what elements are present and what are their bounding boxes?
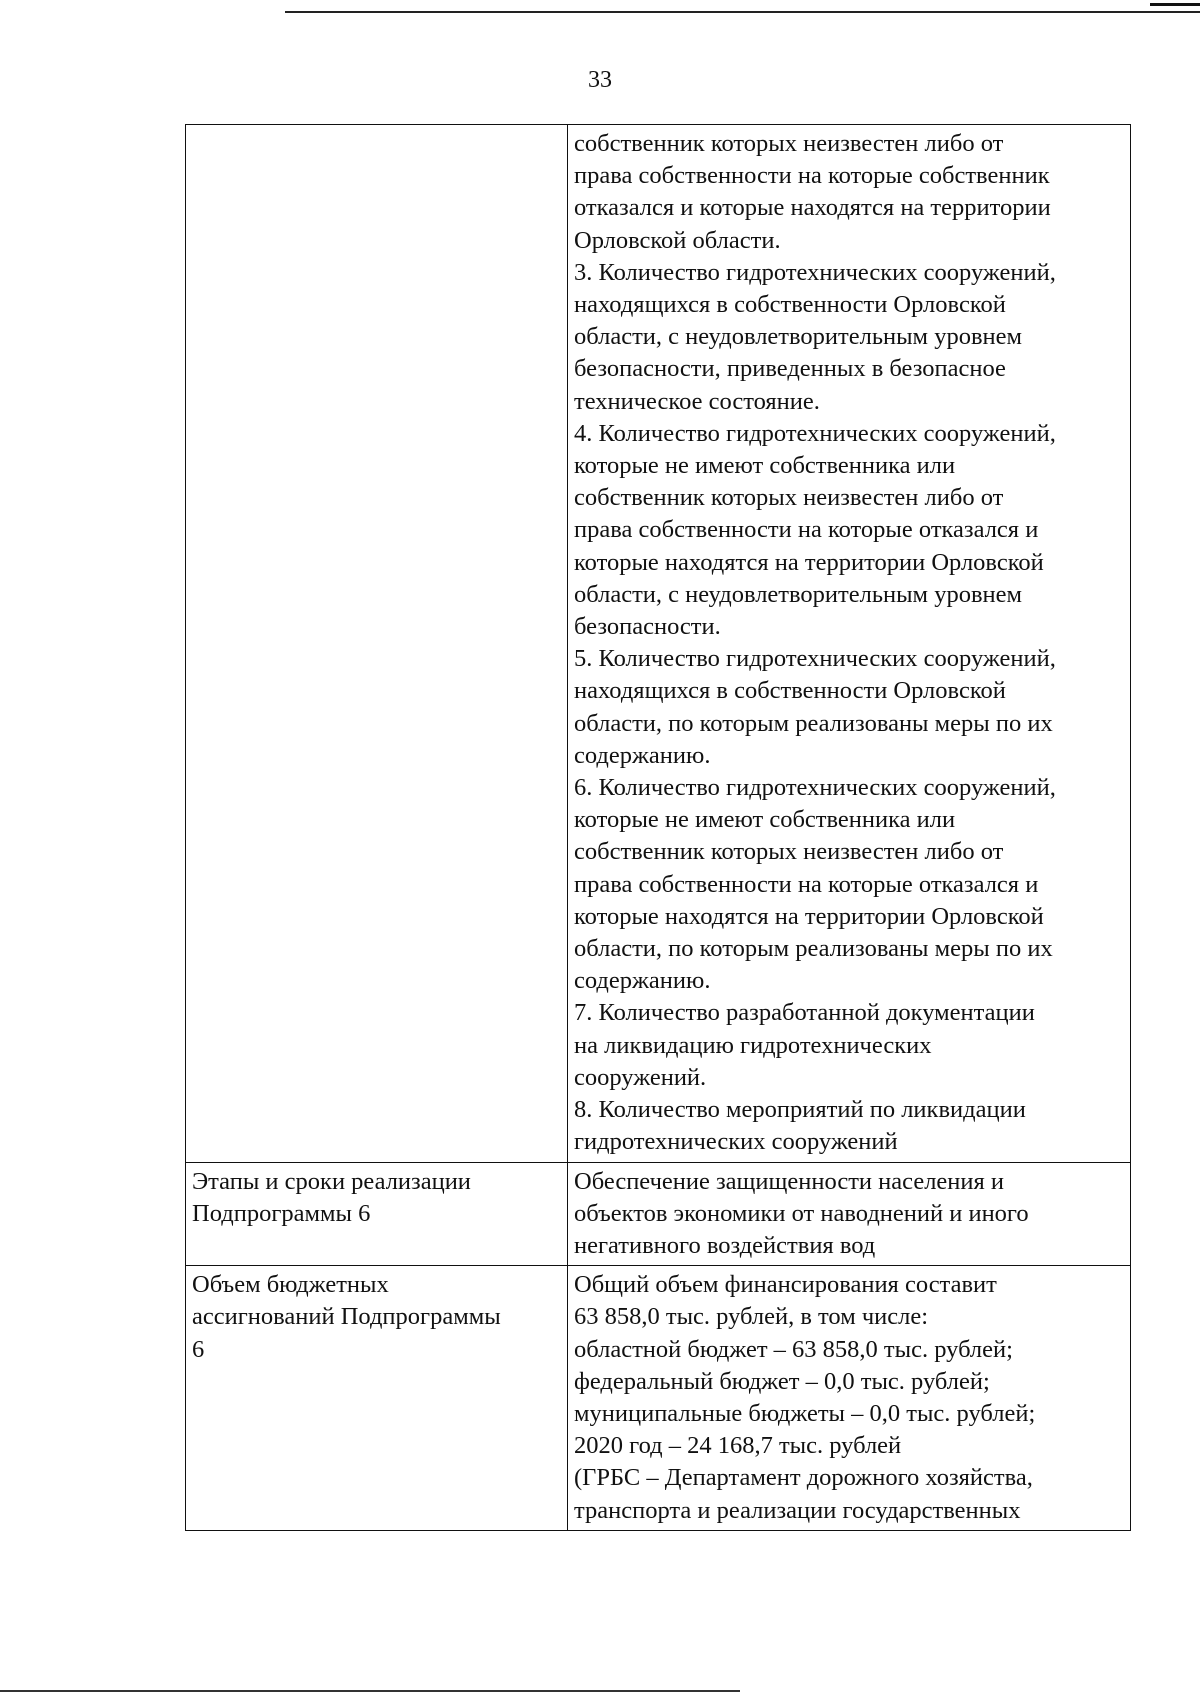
scan-edge-mark-top xyxy=(1150,3,1200,6)
text-line: федеральный бюджет – 0,0 тыс. рублей; xyxy=(574,1367,990,1395)
text-line: 63 858,0 тыс. рублей, в том числе: xyxy=(574,1303,929,1331)
text-line: 6 xyxy=(192,1335,205,1363)
table-row xyxy=(186,1266,1131,1531)
text-line: права собственности на которые собственник xyxy=(574,162,1050,190)
text-line: Общий объем финансирования составит xyxy=(574,1271,997,1299)
text-line: муниципальные бюджеты – 0,0 тыс. рублей; xyxy=(574,1399,1036,1427)
page-number: 33 xyxy=(588,67,612,93)
text-line: ассигнований Подпрограммы xyxy=(192,1303,501,1331)
text-line: Этапы и сроки реализации xyxy=(192,1167,471,1195)
text-line: безопасности. xyxy=(574,613,721,641)
text-line: 6. Количество гидротехнических сооружений, xyxy=(574,774,1056,802)
text-line: области, по которым реализованы меры по их xyxy=(574,709,1053,737)
text-line: Объем бюджетных xyxy=(192,1271,389,1299)
text-line: на ликвидацию гидротехнических xyxy=(574,1031,932,1059)
text-line: собственник которых неизвестен либо от xyxy=(574,838,1004,866)
text-line: 7. Количество разработанной документации xyxy=(574,999,1035,1027)
text-line: Орловской области. xyxy=(574,226,781,254)
row-label-cell xyxy=(186,1162,568,1266)
text-line: транспорта и реализации государственных xyxy=(574,1496,1021,1524)
text-line: которые находятся на территории Орловской xyxy=(574,548,1044,576)
row-label-cell xyxy=(186,1266,568,1531)
text-line: которые находятся на территории Орловской xyxy=(574,902,1044,930)
text-line: права собственности на которые отказался и xyxy=(574,516,1039,544)
text-line: (ГРБС – Департамент дорожного хозяйства, xyxy=(574,1464,1033,1492)
text-line: области, с неудовлетворительным уровнем xyxy=(574,580,1022,608)
row-content-cell xyxy=(568,1266,1131,1531)
text-line: которые не имеют собственника или xyxy=(574,806,956,834)
text-line: гидротехнических сооружений xyxy=(574,1128,898,1156)
text-line: Обеспечение защищенности населения и xyxy=(574,1167,1005,1195)
table-row xyxy=(186,125,1131,1163)
text-line: техническое состояние. xyxy=(574,387,820,415)
row-label-cell xyxy=(186,125,568,1163)
text-line: объектов экономики от наводнений и иного xyxy=(574,1199,1029,1227)
row-content-cell xyxy=(568,1162,1131,1266)
passport-table xyxy=(185,124,1131,1531)
text-line: 5. Количество гидротехнических сооружений, xyxy=(574,645,1056,673)
text-line: находящихся в собственности Орловской xyxy=(574,291,1006,319)
text-line: 3. Количество гидротехнических сооружений, xyxy=(574,258,1056,286)
scan-edge-line-bottom xyxy=(0,1690,740,1692)
text-line: областной бюджет – 63 858,0 тыс. рублей; xyxy=(574,1335,1013,1363)
scan-edge-line-top xyxy=(285,11,1200,13)
text-line: области, с неудовлетворительным уровнем xyxy=(574,323,1022,351)
text-line: негативного воздействия вод xyxy=(574,1231,876,1259)
table-row xyxy=(186,1162,1131,1266)
text-line: содержанию. xyxy=(574,967,711,995)
text-line: безопасности, приведенных в безопасное xyxy=(574,355,1006,383)
text-line: собственник которых неизвестен либо от xyxy=(574,484,1004,512)
text-line: области, по которым реализованы меры по их xyxy=(574,935,1053,963)
text-line: права собственности на которые отказался и xyxy=(574,870,1039,898)
text-line: отказался и которые находятся на территории xyxy=(574,194,1051,222)
text-line: 2020 год – 24 168,7 тыс. рублей xyxy=(574,1432,902,1460)
text-line: содержанию. xyxy=(574,741,711,769)
text-line: находящихся в собственности Орловской xyxy=(574,677,1006,705)
text-line: 8. Количество мероприятий по ликвидации xyxy=(574,1096,1026,1124)
text-line: сооружений. xyxy=(574,1063,707,1091)
text-line: Подпрограммы 6 xyxy=(192,1199,371,1227)
row-content-cell xyxy=(568,125,1131,1163)
text-line: 4. Количество гидротехнических сооружений, xyxy=(574,419,1056,447)
text-line: которые не имеют собственника или xyxy=(574,452,956,480)
text-line: собственник которых неизвестен либо от xyxy=(574,130,1004,157)
